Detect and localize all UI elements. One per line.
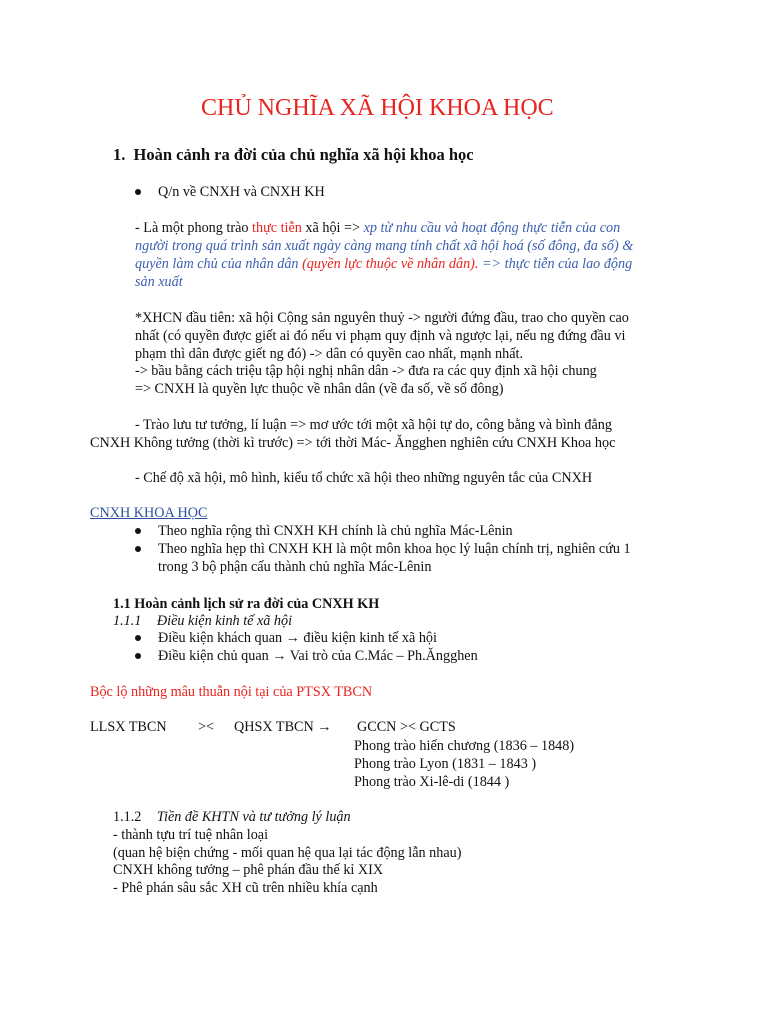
movement-3: Phong trào Xi-lê-di (1844 )	[354, 774, 510, 790]
condition-bullet-2: Điều kiện chủ quan → Vai trò của C.Mác – Ph.Ăngghen	[158, 648, 478, 664]
contradiction-heading: Bộc lộ những mâu thuẫn nội tại của PTSX TBCN	[90, 684, 373, 700]
p2-line1: *XHCN đầu tiên: xã hội Cộng sản nguyên thuỷ -> người đứng đầu, trao cho quyền cao	[135, 310, 629, 326]
heading-1	[113, 146, 474, 164]
p1-line3: quyền làm chủ của nhân dân (quyền lực thuộc về nhân dân). => thực tiễn của lao động	[135, 256, 633, 272]
section-1-1-heading: 1.1 Hoàn cảnh lịch sử ra đời của CNXH KH	[113, 596, 380, 612]
bullet-qn: Q/n về CNXH và CNXH KH	[158, 184, 325, 200]
p2-line3: phạm thì dân được giết ng đó) -> dân có quyền cao nhất, mạnh nhất.	[135, 346, 524, 362]
cnxh-bullet-2-line1: Theo nghĩa hẹp thì CNXH KH là một môn khoa học lý luận chính trị, nghiên cứu 1	[158, 541, 631, 557]
p1-line4: sản xuất	[135, 274, 183, 290]
p3-line1: - Trào lưu tư tưởng, lí luận => mơ ước tới một xã hội tự do, công bằng và bình đẳng	[135, 417, 612, 433]
cnxh-bullet-2-line2: trong 3 bộ phận cấu thành chủ nghĩa Mác-Lênin	[158, 559, 432, 575]
bullet-icon	[135, 189, 141, 195]
p1-line1: - Là một phong trào thực tiễn xã hội => xp từ nhu cầu và hoạt động thực tiễn của con	[135, 220, 621, 236]
cnxh-bullet-1: Theo nghĩa rộng thì CNXH KH chính là chủ nghĩa Mác-Lênin	[158, 523, 513, 539]
diagram-qhsx: QHSX TBCN →	[234, 719, 332, 735]
highlight-thuc-tien: thực tiễn	[252, 220, 302, 236]
final-line4: - Phê phán sâu sắc XH cũ trên nhiều khía cạnh	[113, 880, 378, 896]
p3-line2: CNXH Không tưởng (thời kì trước) => tới thời Mác- Ăngghen nghiên cứu CNXH Khoa học	[90, 435, 616, 451]
cnxh-khoa-hoc-link[interactable]: CNXH KHOA HỌC	[90, 505, 208, 521]
p2-line4: -> bầu bằng cách triệu tập hội nghị nhân dân -> đưa ra các quy định xã hội chung	[135, 363, 597, 379]
final-line2: (quan hệ biện chứng - mối quan hệ qua lại tác động lẫn nhau)	[113, 845, 462, 861]
subsection-1-1-1: 1.1.1 Điều kiện kinh tế xã hội	[113, 613, 293, 629]
bullet-icon	[135, 528, 141, 534]
heading-1-text: Hoàn cảnh ra đời của chủ nghĩa xã hội khoa học	[133, 145, 474, 164]
final-line1: - thành tựu trí tuệ nhân loại	[113, 827, 269, 843]
final-line3: CNXH không tưởng – phê phán đầu thế kỉ XIX	[113, 862, 384, 878]
page-title: CHỦ NGHĨA XÃ HỘI KHOA HỌC	[201, 95, 554, 121]
diagram-gccn: GCCN >< GCTS	[357, 719, 456, 735]
bullet-icon	[135, 546, 141, 552]
subsection-1-1-2: 1.1.2 Tiền đề KHTN và tư tưởng lý luận	[113, 809, 351, 825]
movement-2: Phong trào Lyon (1831 – 1843 )	[354, 756, 537, 772]
heading-1-number: 1.	[113, 145, 126, 164]
diagram-versus: ><	[198, 719, 215, 735]
p2-line2: nhất (có quyền được giết ai đó nếu vi phạm quy định và ngược lại, nếu ng đứng đầu vi	[135, 328, 626, 344]
p1-line2: người trong quá trình sản xuất ngày càng mang tính chất xã hội hoá (số đông, đa số) &	[135, 238, 634, 254]
diagram-llsx: LLSX TBCN	[90, 719, 167, 735]
movement-1: Phong trào hiến chương (1836 – 1848)	[354, 738, 575, 754]
condition-bullet-1: Điều kiện khách quan → điều kiện kinh tế xã hội	[158, 630, 437, 646]
p4-line: - Chế độ xã hội, mô hình, kiểu tổ chức xã hội theo những nguyên tắc của CNXH	[135, 470, 593, 486]
bullet-icon	[135, 653, 141, 659]
p2-line5: => CNXH là quyền lực thuộc về nhân dân (về đa số, về số đông)	[135, 381, 504, 397]
bullet-icon	[135, 635, 141, 641]
